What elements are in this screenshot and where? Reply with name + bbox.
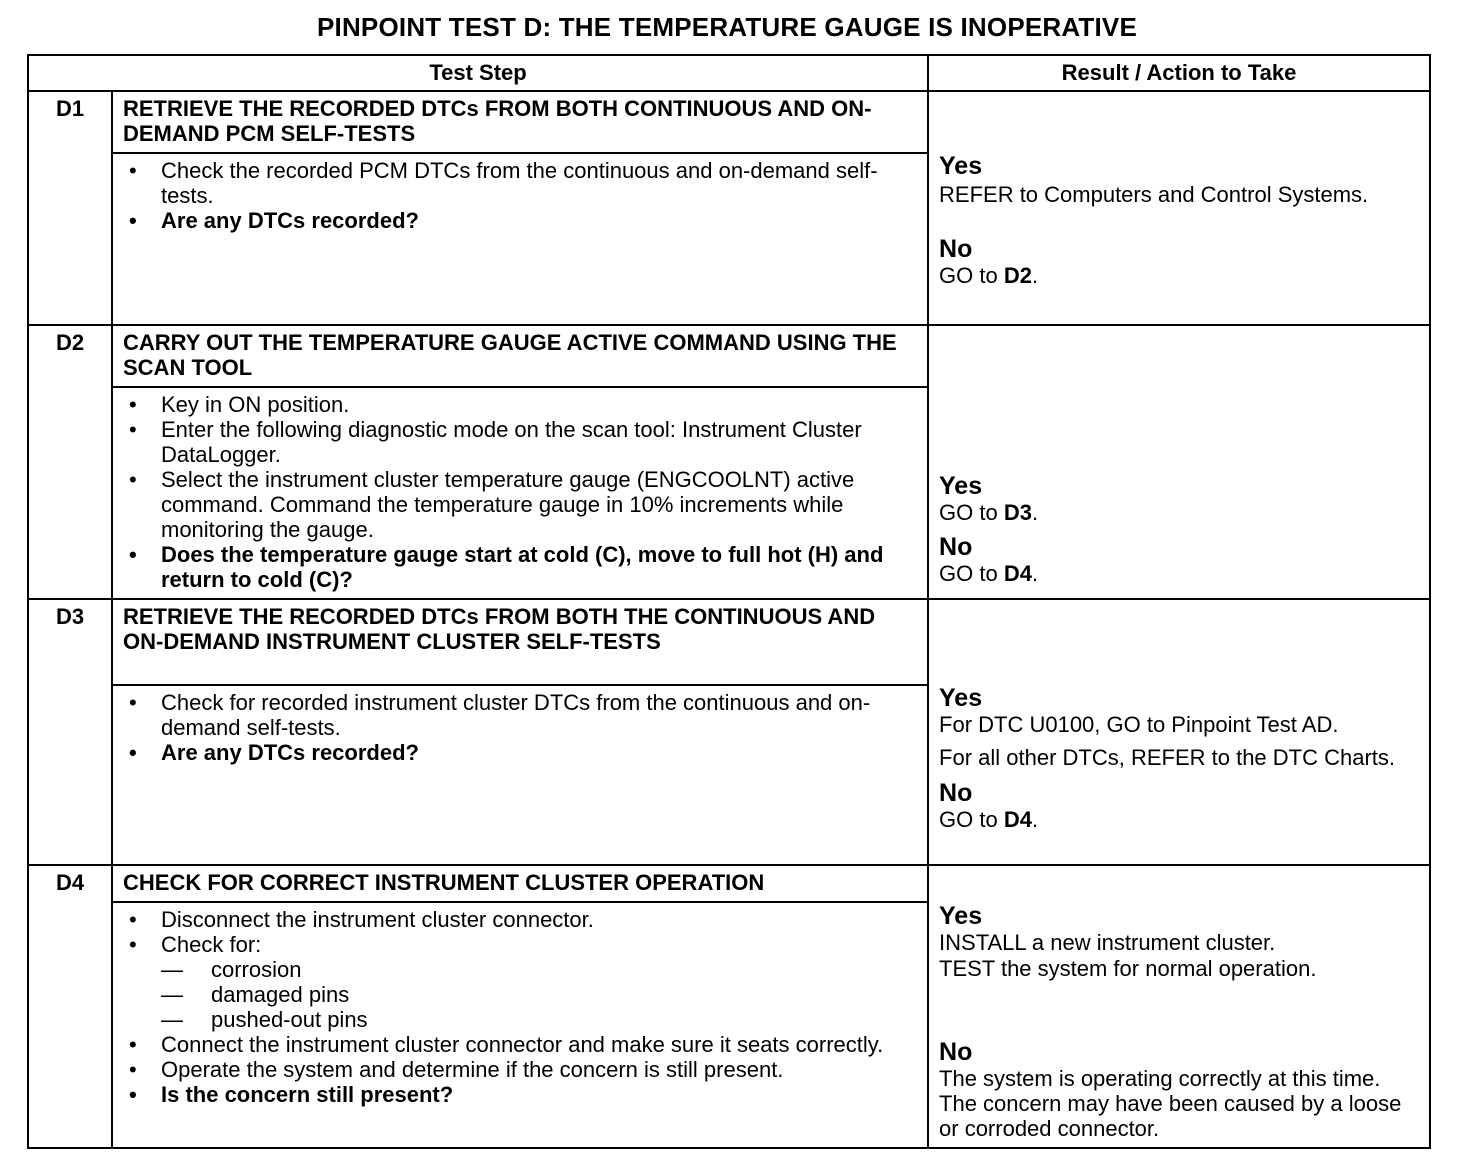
dash-glyph: —	[161, 957, 183, 982]
dash-glyph: —	[161, 1007, 183, 1032]
yes-action-d4-a: INSTALL a new instrument cluster.	[939, 930, 1276, 955]
bullet-text: Check for:	[161, 932, 262, 957]
no-label-d1: No	[939, 235, 973, 263]
yes-action-d3-a: For DTC U0100, GO to Pinpoint Test AD.	[939, 712, 1339, 737]
ref-d2: D2	[1003, 263, 1032, 288]
bullet-text: Select the instrument cluster temperature gauge (ENGCOOLNT) active command. Command the temperature gauge in 10% increments while monitoring the gauge.	[161, 467, 855, 542]
bullet-text: Is the concern still present?	[161, 1082, 454, 1107]
yes-label-d3: Yes	[939, 684, 983, 712]
sub-bullet-text: corrosion	[211, 957, 302, 982]
bullet-glyph: •	[129, 932, 137, 957]
bullet-text: Key in ON position.	[161, 392, 350, 417]
bullet-text: Enter the following diagnostic mode on the scan tool: Instrument Cluster DataLogger.	[161, 417, 862, 467]
no-label-d3: No	[939, 779, 973, 807]
step-body-d2	[112, 387, 928, 599]
bullet-text: Check the recorded PCM DTCs from the continuous and on-demand self-tests.	[161, 158, 878, 208]
bullet-item	[123, 932, 917, 957]
no-prefix-d2: GO to	[939, 561, 998, 586]
no-action-d2	[939, 561, 1419, 587]
bullet-glyph: •	[129, 208, 137, 233]
bullet-text: Disconnect the instrument cluster connector.	[161, 907, 594, 932]
bullet-item	[123, 1057, 917, 1082]
result-d3	[928, 599, 1430, 865]
no-label-d4: No	[939, 1038, 973, 1066]
step-body-d1	[112, 153, 928, 325]
bullet-text: Are any DTCs recorded?	[161, 208, 419, 233]
ref-d4: D4	[1003, 807, 1032, 832]
bullet-question	[123, 1082, 917, 1107]
no-prefix-d1: GO to	[939, 263, 998, 288]
step-body-d3	[112, 685, 928, 865]
yes-label-d1: Yes	[939, 152, 983, 180]
no-suffix-d1: .	[1031, 263, 1039, 288]
step-d1-title-row	[28, 91, 1430, 153]
step-title-d1: RETRIEVE THE RECORDED DTCs FROM BOTH CONTINUOUS AND ON-DEMAND PCM SELF-TESTS	[112, 91, 928, 153]
bullet-item	[123, 158, 917, 208]
step-d4-title-row	[28, 865, 1430, 902]
bullet-glyph: •	[129, 907, 137, 932]
bullet-glyph: •	[129, 1082, 137, 1107]
yes-action-d4-b: TEST the system for normal operation.	[939, 956, 1317, 981]
bullet-question	[123, 740, 917, 765]
no-label-d2: No	[939, 533, 973, 561]
bullet-text: Are any DTCs recorded?	[161, 740, 419, 765]
step-id-d4: D4	[28, 865, 112, 1148]
dash-glyph: —	[161, 982, 183, 1007]
no-action-d1	[939, 263, 1419, 289]
yes-action-d3-b: For all other DTCs, REFER to the DTC Charts.	[939, 745, 1396, 770]
result-d4	[928, 865, 1430, 1148]
step-d3-title-row	[28, 599, 1430, 685]
step-id-d1: D1	[28, 91, 112, 325]
bullet-item	[123, 690, 917, 740]
bullet-glyph: •	[129, 690, 137, 715]
yes-label-d2: Yes	[939, 472, 983, 500]
bullet-glyph: •	[129, 542, 137, 567]
no-action-d4: The system is operating correctly at this time. The concern may have been caused by a loose or corroded connector.	[939, 1066, 1402, 1141]
no-suffix-d2: .	[1031, 561, 1039, 586]
result-header: Result / Action to Take	[928, 55, 1430, 91]
bullet-glyph: •	[129, 392, 137, 417]
bullet-text: Operate the system and determine if the concern is still present.	[161, 1057, 784, 1082]
ref-d3: D3	[1003, 500, 1032, 525]
step-title-d3: RETRIEVE THE RECORDED DTCs FROM BOTH THE CONTINUOUS AND ON-DEMAND INSTRUMENT CLUSTER SELF-TESTS	[112, 599, 928, 685]
yes-label-d4: Yes	[939, 902, 983, 930]
test-step-header: Test Step	[28, 55, 928, 91]
result-d1	[928, 91, 1430, 325]
bullet-item	[123, 417, 917, 467]
bullet-glyph: •	[129, 1032, 137, 1057]
bullet-question	[123, 208, 917, 233]
bullet-item	[123, 1032, 917, 1057]
ref-d4: D4	[1003, 561, 1032, 586]
bullet-text: Check for recorded instrument cluster DTCs from the continuous and on-demand self-tests.	[161, 690, 871, 740]
sub-bullet-text: damaged pins	[211, 982, 350, 1007]
bullet-question	[123, 542, 917, 592]
step-id-d3: D3	[28, 599, 112, 865]
sub-bullet-item	[123, 1007, 917, 1032]
page-title: PINPOINT TEST D: THE TEMPERATURE GAUGE IS INOPERATIVE	[316, 12, 1138, 42]
step-title-d4: CHECK FOR CORRECT INSTRUMENT CLUSTER OPERATION	[112, 865, 928, 902]
bullet-text: Connect the instrument cluster connector and make sure it seats correctly.	[161, 1032, 884, 1057]
sub-bullet-item	[123, 957, 917, 982]
bullet-item	[123, 392, 917, 417]
pinpoint-test-table	[27, 54, 1431, 1149]
step-body-d4	[112, 902, 928, 1148]
step-title-d2: CARRY OUT THE TEMPERATURE GAUGE ACTIVE COMMAND USING THE SCAN TOOL	[112, 325, 928, 387]
bullet-glyph: •	[129, 158, 137, 183]
yes-suffix-d2: .	[1031, 500, 1039, 525]
no-prefix-d3: GO to	[939, 807, 998, 832]
no-action-d3	[939, 807, 1419, 833]
step-id-d2: D2	[28, 325, 112, 599]
no-suffix-d3: .	[1031, 807, 1039, 832]
bullet-glyph: •	[129, 740, 137, 765]
header-row	[28, 55, 1430, 91]
bullet-item	[123, 467, 917, 542]
yes-action-d2	[939, 500, 1419, 526]
bullet-item	[123, 907, 917, 932]
bullet-glyph: •	[129, 417, 137, 442]
result-d2	[928, 325, 1430, 599]
yes-action-d1: REFER to Computers and Control Systems.	[939, 182, 1369, 207]
bullet-text: Does the temperature gauge start at cold (C), move to full hot (H) and return to cold (C)?	[161, 542, 884, 592]
sub-bullet-text: pushed-out pins	[211, 1007, 368, 1032]
step-d2-title-row	[28, 325, 1430, 387]
yes-prefix-d2: GO to	[939, 500, 998, 525]
bullet-glyph: •	[129, 467, 137, 492]
bullet-glyph: •	[129, 1057, 137, 1082]
sub-bullet-item	[123, 982, 917, 1007]
